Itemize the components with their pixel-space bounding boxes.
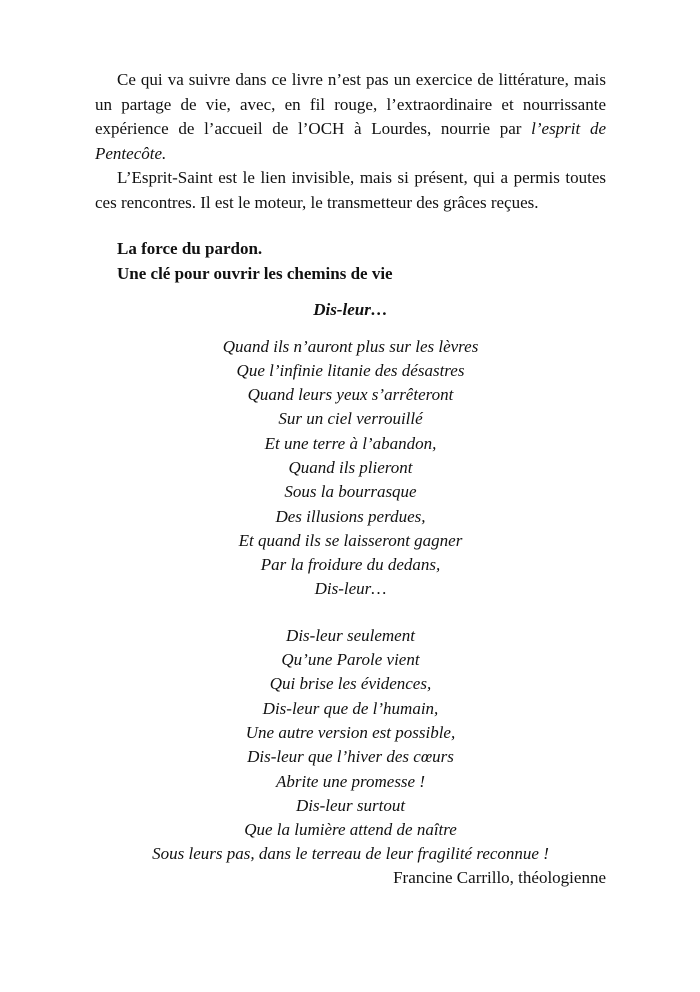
poem-line: Sous la bourrasque <box>284 482 417 502</box>
poem-line: Et une terre à l’abandon, <box>264 433 437 453</box>
poem-line: Dis-leur que de l’humain, <box>262 698 439 718</box>
poem-stanza-2 <box>95 624 606 867</box>
poem-line: Abrite une promesse ! <box>275 771 426 791</box>
intro-paragraph-1-text: Ce qui va suivre dans ce livre n’est pas un exercice de littérature, mais un partage de vie, avec, en fil rouge, l’extraordinaire et nourrissante expérience de l’accueil de l’OCH à Lourdes, nourrie par <box>95 70 606 138</box>
poem-line: Sous leurs pas, dans le terreau de leur fragilité reconnue ! <box>152 844 549 864</box>
poem-line: Dis-leur seulement <box>286 625 415 645</box>
poem-attribution: Francine Carrillo, théologienne <box>393 867 606 887</box>
poem-line: Quand ils n’auront plus sur les lèvres <box>222 336 479 356</box>
poem-line: Une autre version est possible, <box>245 722 456 742</box>
poem-line: Quand leurs yeux s’arrêteront <box>247 385 454 405</box>
intro-paragraph-1 <box>95 68 606 166</box>
section-heading: La force du pardon. <box>117 239 263 258</box>
poem-line: Et quand ils se laisseront gagner <box>238 530 463 550</box>
poem-title: Dis-leur… <box>313 300 388 319</box>
poem-line: Que la lumière attend de naître <box>244 820 457 840</box>
section-subheading: Une clé pour ouvrir les chemins de vie <box>117 263 393 283</box>
intro-paragraph-2: L’Esprit-Saint est le lien invisible, mais si présent, qui a permis toutes ces rencontres. Il est le moteur, le transmetteur des grâces reçues. <box>95 168 606 212</box>
poem-line: Dis-leur que l’hiver des cœurs <box>247 747 454 767</box>
poem-line: Par la froidure du dedans, <box>260 555 441 575</box>
intro-paragraph-1-italic: l’esprit de Pentecôte. <box>95 119 606 163</box>
poem-stanza-1 <box>95 335 606 602</box>
poem-line: Des illusions perdues, <box>275 506 426 526</box>
poem-line: Dis-leur surtout <box>295 795 406 815</box>
poem-line: Dis-leur… <box>314 579 387 599</box>
document-page <box>95 68 606 889</box>
poem-line: Quand ils plieront <box>288 457 413 477</box>
poem-line: Qu’une Parole vient <box>281 650 420 670</box>
poem-line: Qui brise les évidences, <box>269 674 432 694</box>
poem-line: Sur un ciel verrouillé <box>278 409 423 429</box>
poem-line: Que l’infinie litanie des désastres <box>236 360 465 380</box>
section-headings <box>95 237 606 286</box>
